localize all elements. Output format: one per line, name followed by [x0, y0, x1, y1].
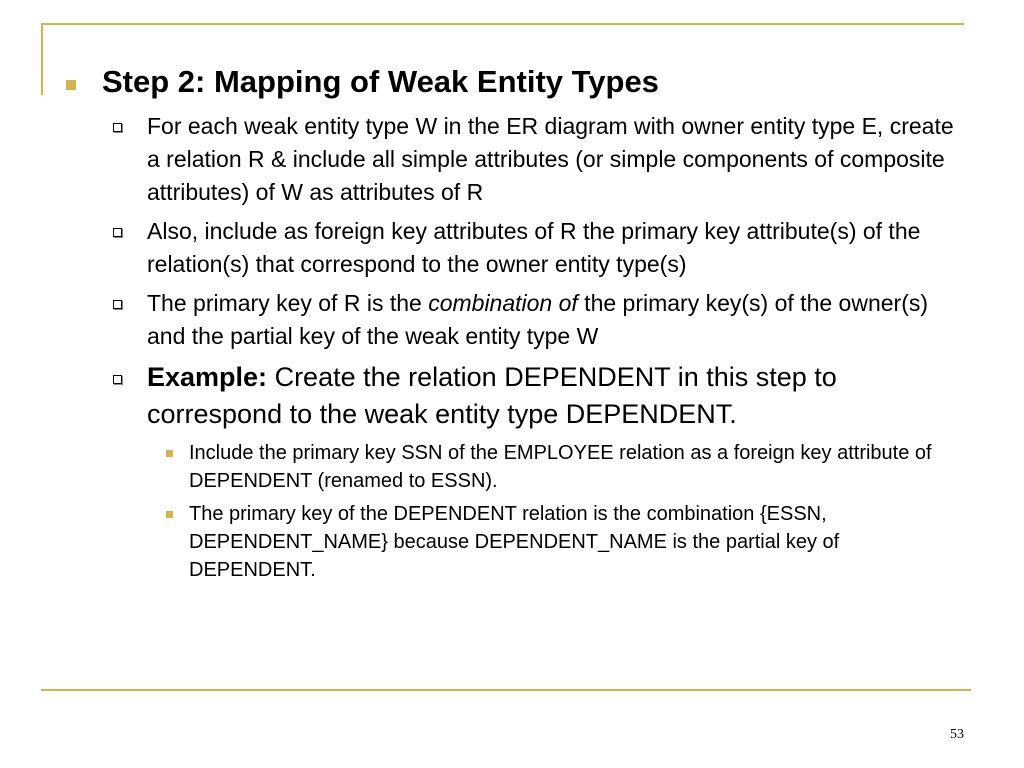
- bullet-item-example: [113, 359, 970, 433]
- slide-frame-left-rule: [41, 23, 43, 95]
- bullet-text-3-pre: The primary key of R is the: [147, 290, 429, 316]
- page-number: 53: [950, 727, 964, 742]
- bullet-text-2: Also, include as foreign key attributes of R the primary key attribute(s) of the relation(s) that correspond to the owner entity type(s): [147, 218, 921, 277]
- hollow-square-bullet-icon: [113, 123, 122, 132]
- title-item: [60, 60, 970, 104]
- example-label: Example:: [147, 362, 268, 392]
- bullet-text-1: For each weak entity type W in the ER diagram with owner entity type E, create a relation R & include all simple attributes (or simple components of composite attributes) of W as attributes of R: [147, 113, 954, 205]
- sub-bullet-text-2: The primary key of the DEPENDENT relation is the combination {ESSN, DEPENDENT_NAME} because DEPENDENT_NAME is the partial key of DEPENDENT.: [189, 503, 840, 581]
- sub-bullet-item-2: [166, 500, 970, 584]
- bullet-text-3: [147, 287, 967, 353]
- bullet-text-3-emphasis: combination of: [428, 290, 578, 316]
- small-square-bullet-icon: [166, 450, 173, 457]
- slide-frame-top-rule: [41, 23, 964, 25]
- square-bullet-icon: [66, 80, 76, 90]
- slide-frame-bottom-rule: [41, 689, 971, 691]
- hollow-square-bullet-icon: [113, 300, 122, 309]
- hollow-square-bullet-icon: [113, 375, 122, 384]
- bullet-item-2: [113, 215, 970, 281]
- bullet-text-3-post: the primary key(s) of the owner(s) and the partial key of the weak entity type W: [147, 290, 929, 349]
- hollow-square-bullet-icon: [113, 228, 122, 237]
- slide-title: Step 2: Mapping of Weak Entity Types: [102, 64, 659, 99]
- sub-bullet-text-1: Include the primary key SSN of the EMPLOYEE relation as a foreign key attribute of DEPENDENT (renamed to ESSN).: [189, 442, 932, 492]
- example-body: Create the relation DEPENDENT in this step to correspond to the weak entity type DEPENDENT.: [147, 362, 837, 429]
- example-text: [147, 359, 967, 433]
- slide-content: [60, 60, 970, 589]
- bullet-item-1: [113, 110, 970, 209]
- small-square-bullet-icon: [166, 511, 173, 518]
- bullet-item-3: [113, 287, 970, 353]
- sub-bullet-item-1: [166, 439, 970, 495]
